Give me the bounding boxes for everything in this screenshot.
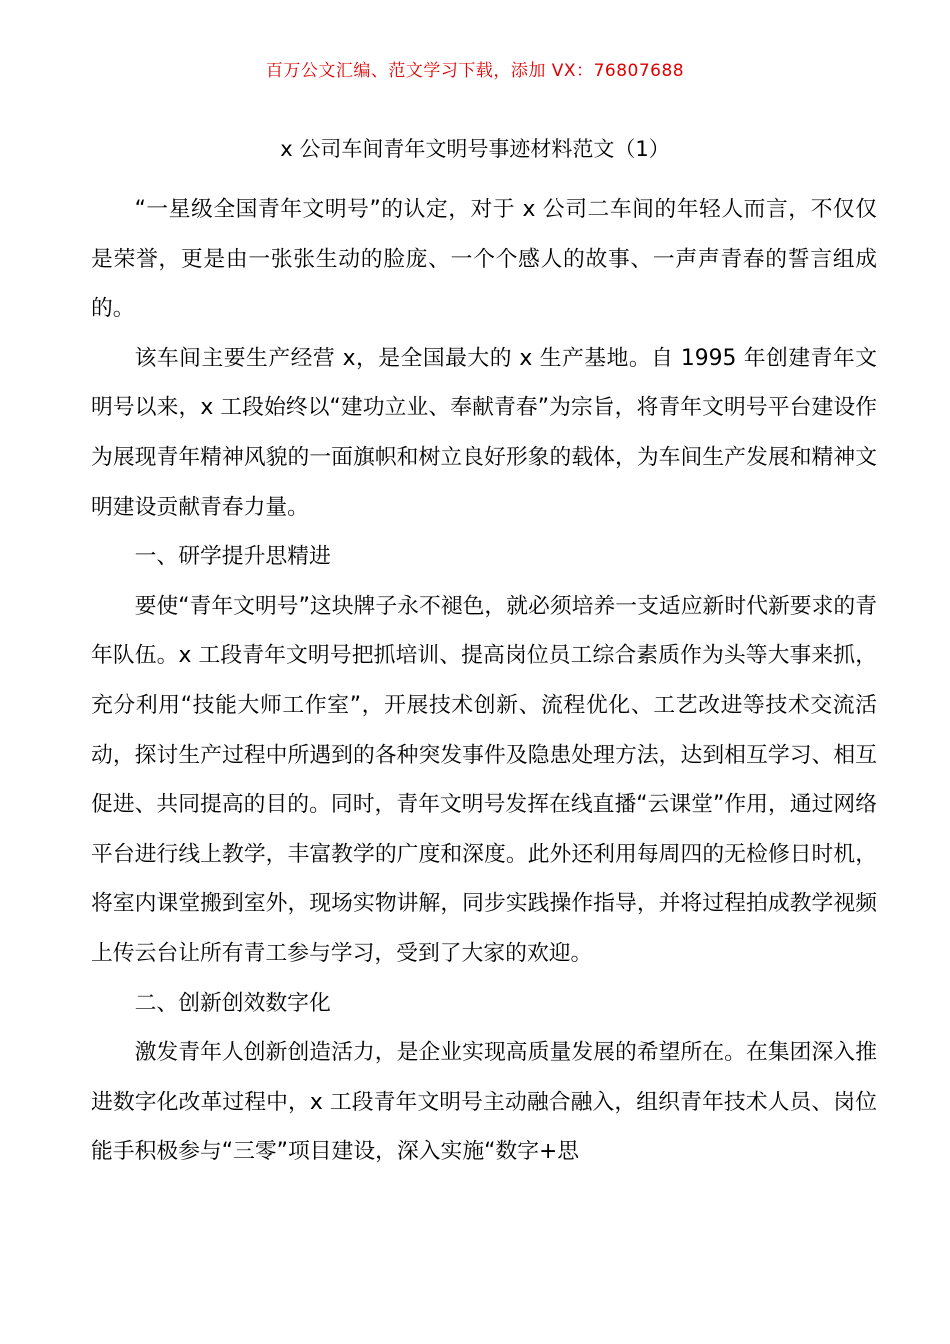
header-note: 百万公文汇编、范文学习下载，添加 VX：76807688 [265,61,685,81]
section-heading-1: 一、研学提升思精进 [134,544,331,570]
paragraph-intro: “一星级全国青年文明号”的认定，对于 x 公司二车间的年轻人而言，不仅仅是荣誉，更是由一张张生动的脸庞、一个个感人的故事、一声声青春的誓言组成的。 [91,197,877,322]
paragraph-section-2: 激发青年人创新创造活力，是企业实现高质量发展的希望所在。在集团深入推进数字化改革过程中，x 工段青年文明号主动融合融入，组织青年技术人员、岗位能手积极参与“三零”项目建设，深入实施“数字+思 [91,1040,877,1165]
paragraph-overview: 该车间主要生产经营 x，是全国最大的 x 生产基地。自 1995 年创建青年文明号以来，x 工段始终以“建功立业、奉献青春”为宗旨，将青年文明号平台建设作为展现青年精神风貌的一面旗帜和树立良好形象的载体，为车间生产发展和精神文明建设贡献青春力量。 [91,345,877,520]
document-body [91,185,877,1177]
document-title: x 公司车间青年文明号事迹材料范文（1） [280,137,670,161]
paragraph-section-1: 要使“青年文明号”这块牌子永不褪色，就必须培养一支适应新时代新要求的青年队伍。x 工段青年文明号把抓培训、提高岗位员工综合素质作为头等大事来抓，充分利用“技能大师工作室”，开展技术创新、流程优化、工艺改进等技术交流活动，探讨生产过程中所遇到的各种突发事件及隐患处理方法，达到相互学习、相互促进、共同提高的目的。同时，青年文明号发挥在线直播“云课堂”作用，通过网络平台进行线上教学，丰富教学的广度和深度。此外还利用每周四的无检修日时机，将室内课堂搬到室外，现场实物讲解，同步实践操作指导，并将过程拍成教学视频上传云台让所有青工参与学习，受到了大家的欢迎。 [91,593,877,966]
section-heading-2: 二、创新创效数字化 [134,990,331,1016]
